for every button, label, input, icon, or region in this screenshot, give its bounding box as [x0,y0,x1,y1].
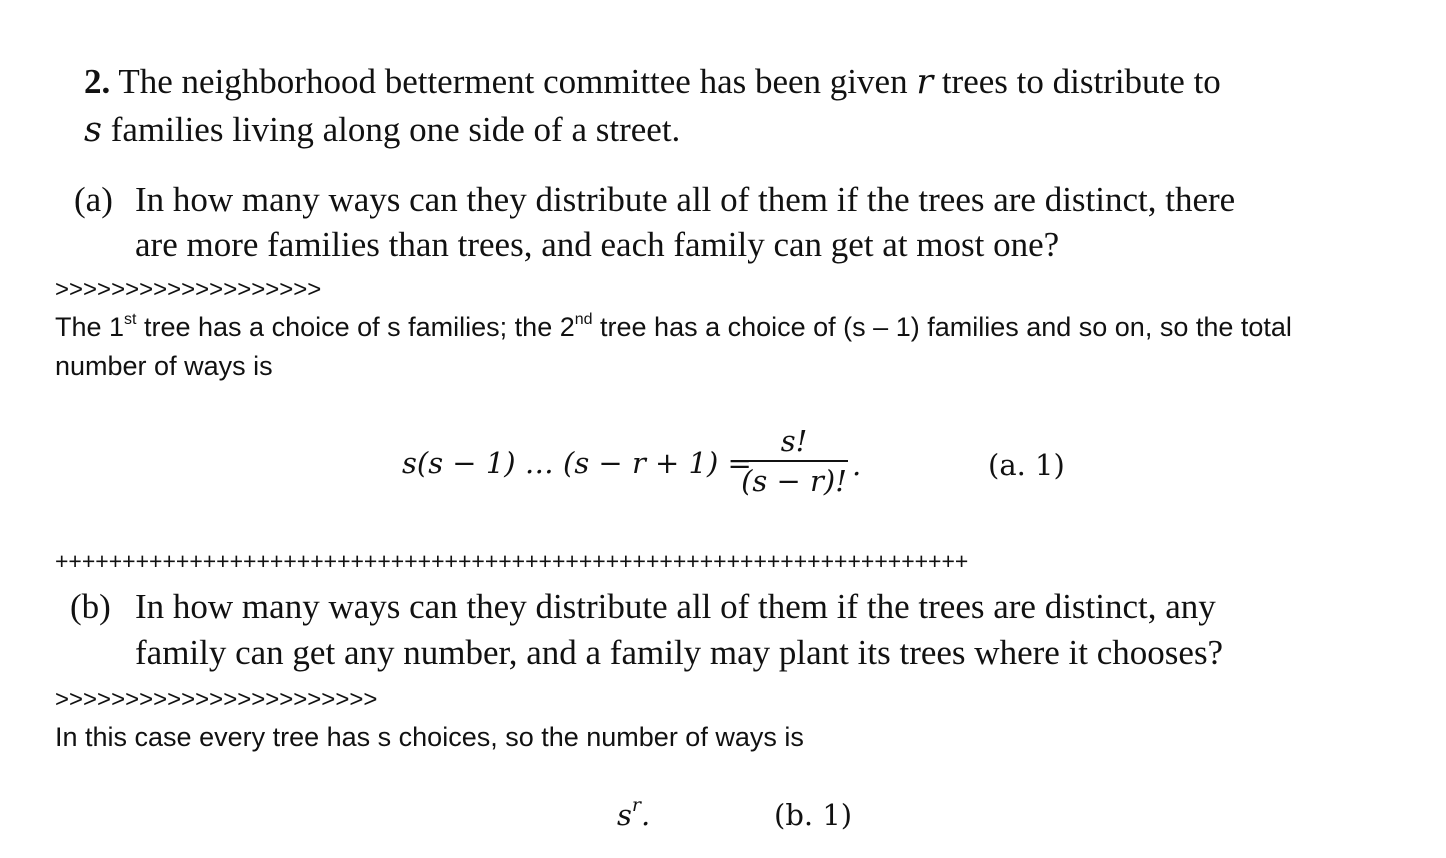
separator-a: >>>>>>>>>>>>>>>>>>> [55,276,322,303]
part-b-label: (b) [70,587,111,626]
equation-b [617,794,651,832]
equation-a-lhs: s(s − 1) … (s − r + 1) = [402,446,752,480]
problem-number: 2. [84,62,111,101]
equation-a-numerator: s! [780,424,808,458]
var-s: s [84,110,102,150]
answer-b-line-1: In this case every tree has s choices, so the number of ways is [55,722,804,752]
part-b-line-2: family can get any number, and a family may plant its trees where it chooses? [135,633,1224,672]
equation-a-label: (a. 1) [988,448,1065,482]
answer-a-line-1 [55,312,1292,343]
part-b-line-1: In how many ways can they distribute all of them if the trees are distinct, any [135,587,1216,626]
problem-line-2 [84,110,680,150]
var-r: r [916,62,934,102]
answer-a-sup-1: st [124,311,137,328]
part-a-label: (a) [74,180,113,219]
equation-a-fraction [740,424,848,498]
part-a-line-2: are more families than trees, and each family can get at most one? [135,225,1060,264]
equation-a-period: . [852,448,862,482]
part-a-line-1: In how many ways can they distribute all of them if the trees are distinct, there [135,180,1236,219]
plus-separator: ++++++++++++++++++++++++++++++++++++++++++++++++++++++++++++++++++++ [55,548,969,574]
problem-text-1a: The neighborhood betterment committee has been given [118,62,917,101]
equation-a-denominator: (s − r)! [741,464,847,498]
separator-b: >>>>>>>>>>>>>>>>>>>>>>> [55,686,378,713]
fraction-bar [740,460,848,462]
equation-b-period: . [640,798,651,832]
equation-b-exponent: r [631,794,641,816]
answer-a-text-2: tree has a choice of s families; the 2 [136,312,575,342]
answer-a-sup-2: nd [574,311,593,328]
problem-line-1 [84,62,1221,102]
equation-b-label: (b. 1) [774,798,853,832]
answer-a-text-1: The 1 [55,312,125,342]
answer-a-line-2: number of ways is [55,351,273,381]
problem-text-2: families living along one side of a street. [101,110,681,149]
problem-text-1b: trees to distribute to [933,62,1221,101]
answer-a-text-3: tree has a choice of (s – 1) families and so on, so the total [592,312,1292,342]
equation-b-base: s [617,798,632,832]
